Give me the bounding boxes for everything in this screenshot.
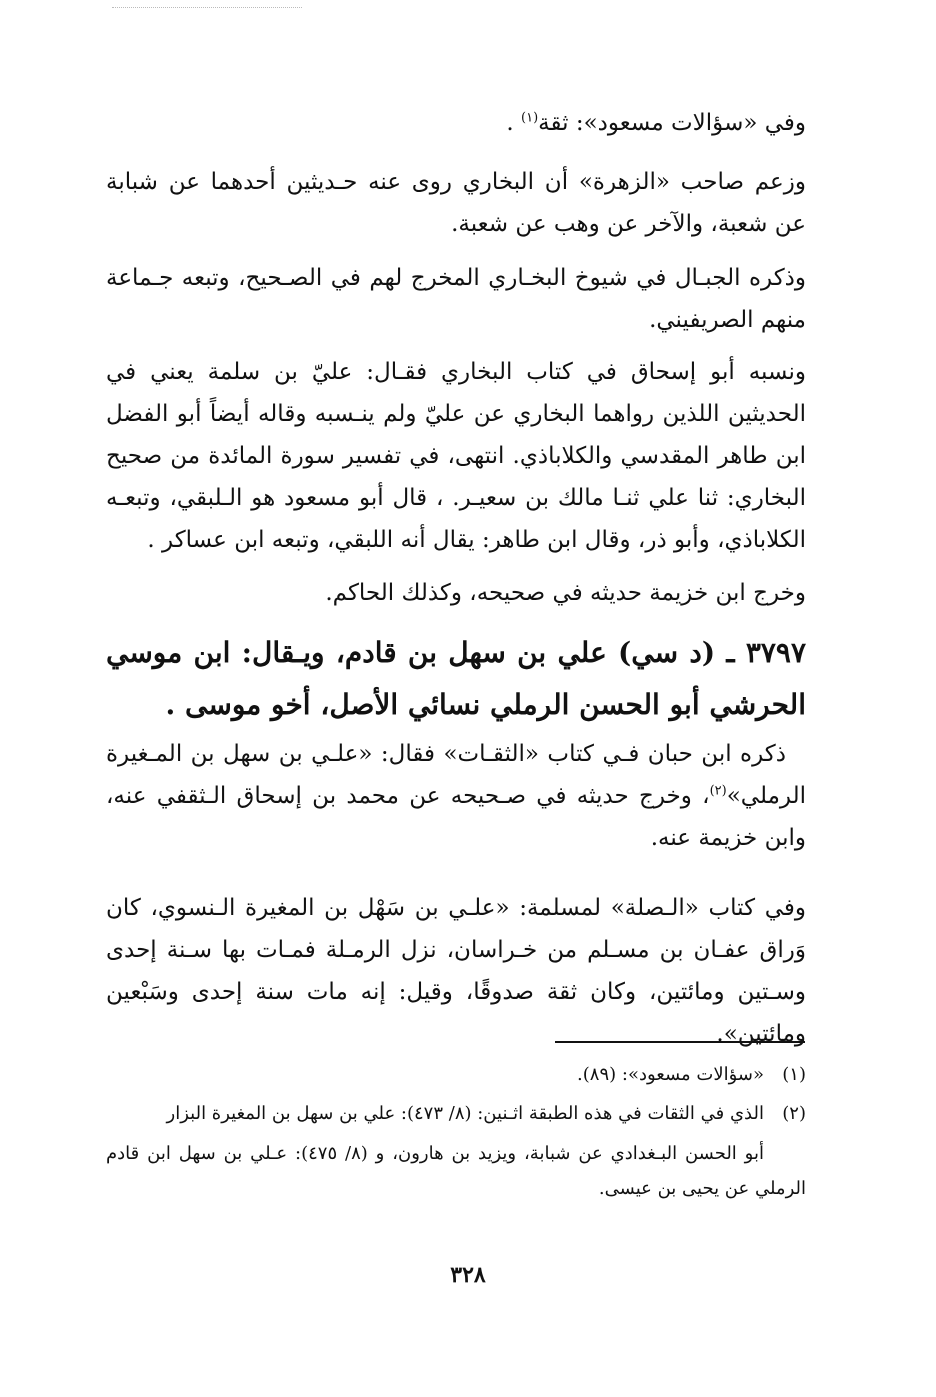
footnote-text: الذي في الثقات في هذه الطبقة اثـنين: (٨/ ٤٧٣): علي بن سهل بن المغيرة البزار xyxy=(166,1103,764,1124)
paragraph-end: . xyxy=(506,110,522,136)
footnote-1 xyxy=(106,1057,806,1092)
paragraph-ibn-khuzayma: وخرج ابن خزيمة حديثه في صحيحه، وكذلك الحاكم. xyxy=(325,580,806,606)
paragraph-ibn-hibban xyxy=(106,733,806,859)
footnote-2 xyxy=(106,1096,806,1131)
page-number: ٣٢٨ xyxy=(450,1262,486,1288)
paragraph-nasab: ونسبه أبو إسحاق في كتاب البخاري فقـال: عليّ بن سلمة يعني في الحديثين اللذين رواهما البخاري عن عليّ ولم ينـسبه وقاله أيضاً أبو الفضل ابن طاهر المقدسي والكلاباذي. انتهى، في تفسير سورة المائدة من صحيح البخاري: ثنا علي ثنـا مالك بن سعيـر. ، قال أبو مسعود هو الـلبقي، وتبعـه الكلاباذي، وأبو ذر، وقال ابن طاهر: يقال أنه اللبقي، وتبعه ابن عساكر . xyxy=(106,359,806,553)
entry-heading-3797: ٣٧٩٧ ـ (د سي) علي بن سهل بن قادم، ويـقال: ابن موسي الحرشي أبو الحسن الرملي نسائي الأصل، أخو موسى . xyxy=(106,636,806,721)
paragraph-sualat-masud xyxy=(106,102,806,144)
footnote-separator xyxy=(555,1041,805,1043)
paragraph-text: ، وخرج حديثه في صـحيحه عن محمد بن إسحاق الـثقفي عنه، وابن خزيمة عنه. xyxy=(106,783,806,851)
paragraph-zahra: وزعم صاحب «الزهرة» أن البخاري روى عنه حـديثين أحدهما عن شبابة عن شعبة، والآخر عن وهب عن شعبة. xyxy=(106,169,806,237)
footnote-number: (٢) xyxy=(782,1103,806,1124)
paragraph-sila: وفي كتاب «الـصلة» لمسلمة: «علـي بن سَهْل بن المغيرة الـنسوي، كان وَراق عفـان بن مسـلم من خـراسان، نزل الرمـلة فمـات بها سـنة إحدى وسـتين ومائتين، وكان ثقة صدوقًا، وقيل: إنه مات سنة إحدى وسَبْعين ومائتين». xyxy=(106,895,806,1047)
top-scan-mark xyxy=(112,7,302,8)
paragraph-text: وفي «سؤالات مسعود»: ثقة xyxy=(538,110,806,136)
paragraph-text: ذكره ابن حبان فـي كتاب «الثقـات» فقال: «علـي بن سهل بن المـغيرة الرملي» xyxy=(106,741,806,809)
footnote-text: «سؤالات مسعود»: (٨٩). xyxy=(577,1064,764,1085)
paragraph-jabbal: وذكره الجبـال في شيوخ البخـاري المخرج لهم في الصـحيح، وتبعه جـماعة منهم الصريفيني. xyxy=(106,265,806,333)
footnote-ref-2: (٢) xyxy=(709,783,727,799)
footnote-2-continuation xyxy=(106,1136,806,1206)
footnote-text: أبو الحسن البـغدادي عن شبابة، ويزيد بن هارون، و (٨/ ٤٧٥): عـلي بن سهل ابن قادم الرملي عن يحيى بن عيسى. xyxy=(106,1143,806,1199)
footnote-number: (١) xyxy=(782,1064,806,1085)
footnote-ref-1: (١) xyxy=(521,110,539,126)
